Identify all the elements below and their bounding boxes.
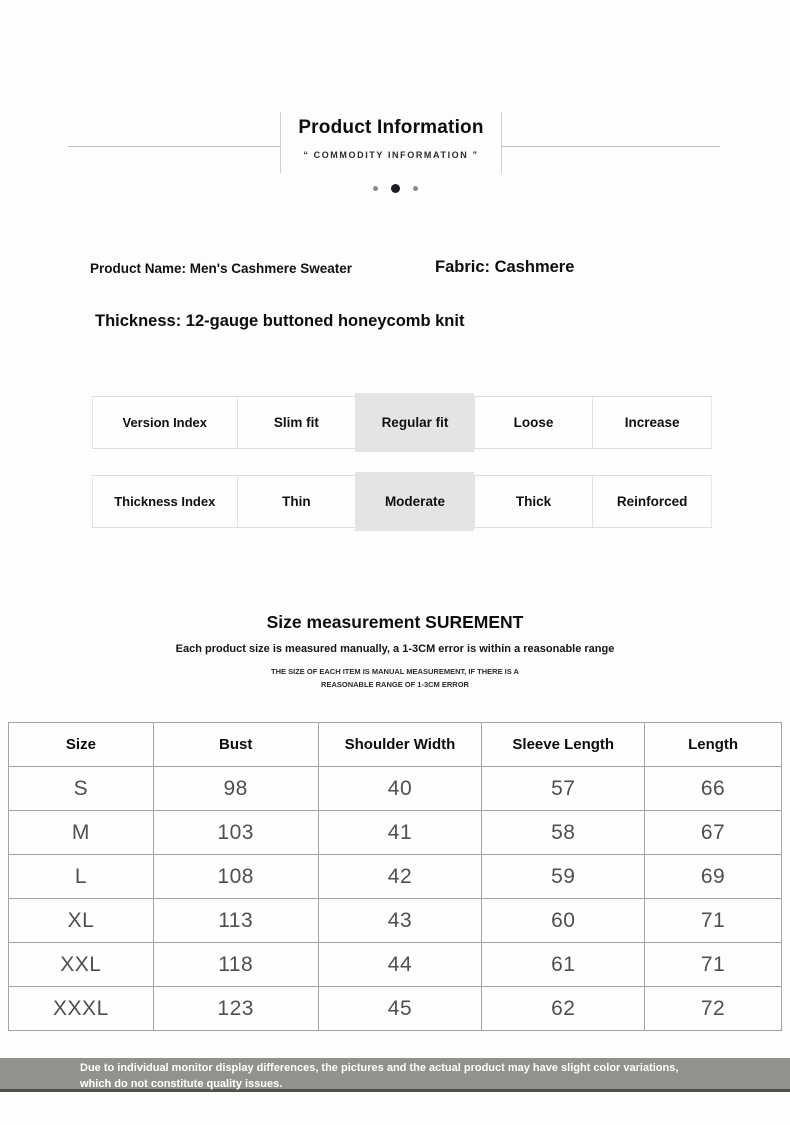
- length-col-header: Length: [645, 723, 782, 767]
- sleeve-cell: 62: [482, 987, 645, 1031]
- size-cell: XL: [9, 899, 154, 943]
- size-measurement-table: [8, 722, 782, 1031]
- thickness-text: Thickness: 12-gauge buttoned honeycomb knit: [95, 312, 465, 330]
- bust-cell: 118: [153, 943, 318, 987]
- thickness-index-label: Thickness Index: [114, 494, 216, 509]
- bust-cell: 123: [153, 987, 318, 1031]
- length-cell: 71: [645, 899, 782, 943]
- table-row-m: [9, 811, 782, 855]
- table-row-s: [9, 767, 782, 811]
- bust-cell: 113: [153, 899, 318, 943]
- size-section-title: Size measurement SUREMENT: [266, 612, 524, 632]
- version-option-regular-fit-selected: Regular fit: [355, 393, 474, 452]
- thickness-index-table: [92, 475, 712, 528]
- table-row-l: [9, 855, 782, 899]
- shoulder-cell: 44: [318, 943, 482, 987]
- disclaimer-banner: [0, 1058, 790, 1092]
- table-row-xxxl: [9, 987, 782, 1031]
- page-title: Product Information: [298, 117, 484, 138]
- thickness-option-moderate-selected: Moderate: [355, 472, 474, 531]
- shoulder-cell: 41: [318, 811, 482, 855]
- table-row-xl: [9, 899, 782, 943]
- version-option-slim-fit: Slim fit: [237, 397, 356, 448]
- size-note-line2: REASONABLE RANGE OF 1-3CM ERROR: [321, 679, 469, 689]
- product-name-text: Product Name: Men's Cashmere Sweater: [90, 261, 353, 276]
- length-cell: 69: [645, 855, 782, 899]
- shoulder-cell: 45: [318, 987, 482, 1031]
- sleeve-cell: 60: [482, 899, 645, 943]
- carousel-dot: [413, 186, 418, 191]
- size-col-header: Size: [9, 723, 154, 767]
- table-row-xxl: [9, 943, 782, 987]
- version-option-increase: Increase: [592, 397, 711, 448]
- header-banner: [280, 112, 502, 173]
- thickness-option-reinforced: Reinforced: [592, 476, 711, 527]
- size-table-header-row: [9, 723, 782, 767]
- length-cell: 72: [645, 987, 782, 1031]
- sleeve-cell: 59: [482, 855, 645, 899]
- size-cell: L: [9, 855, 154, 899]
- sleeve-cell: 58: [482, 811, 645, 855]
- bust-cell: 98: [153, 767, 318, 811]
- size-cell: M: [9, 811, 154, 855]
- size-note-line1: THE SIZE OF EACH ITEM IS MANUAL MEASUREMENT, IF THERE IS A: [271, 667, 519, 676]
- size-cell: XXL: [9, 943, 154, 987]
- size-section-note: [0, 666, 790, 692]
- shoulder-cell: 43: [318, 899, 482, 943]
- sleeve-cell: 61: [482, 943, 645, 987]
- shoulder-cell: 40: [318, 767, 482, 811]
- length-cell: 67: [645, 811, 782, 855]
- bust-cell: 108: [153, 855, 318, 899]
- fabric-text: Fabric: Cashmere: [435, 258, 575, 276]
- carousel-dot: [373, 186, 378, 191]
- page-subtitle: “ COMMODITY INFORMATION ”: [303, 150, 479, 160]
- length-cell: 66: [645, 767, 782, 811]
- shoulder-width-col-header: Shoulder Width: [318, 723, 482, 767]
- size-section-subtitle: Each product size is measured manually, a 1-3CM error is within a reasonable range: [175, 643, 615, 655]
- shoulder-cell: 42: [318, 855, 482, 899]
- size-section-heading: [0, 612, 790, 692]
- thickness-option-thin: Thin: [237, 476, 356, 527]
- version-index-label: Version Index: [122, 415, 208, 430]
- carousel-dots: [0, 181, 790, 195]
- size-cell: XXXL: [9, 987, 154, 1031]
- version-index-table: [92, 396, 712, 449]
- disclaimer-text: Due to individual monitor display differences, the pictures and the actual product may have slight color variations, which do not constitute quality issues.: [80, 1062, 679, 1090]
- version-option-loose: Loose: [474, 397, 593, 448]
- length-cell: 71: [645, 943, 782, 987]
- thickness-option-thick: Thick: [474, 476, 593, 527]
- bust-col-header: Bust: [153, 723, 318, 767]
- size-cell: S: [9, 767, 154, 811]
- carousel-dot-active: [391, 184, 400, 193]
- sleeve-cell: 57: [482, 767, 645, 811]
- sleeve-length-col-header: Sleeve Length: [482, 723, 645, 767]
- bust-cell: 103: [153, 811, 318, 855]
